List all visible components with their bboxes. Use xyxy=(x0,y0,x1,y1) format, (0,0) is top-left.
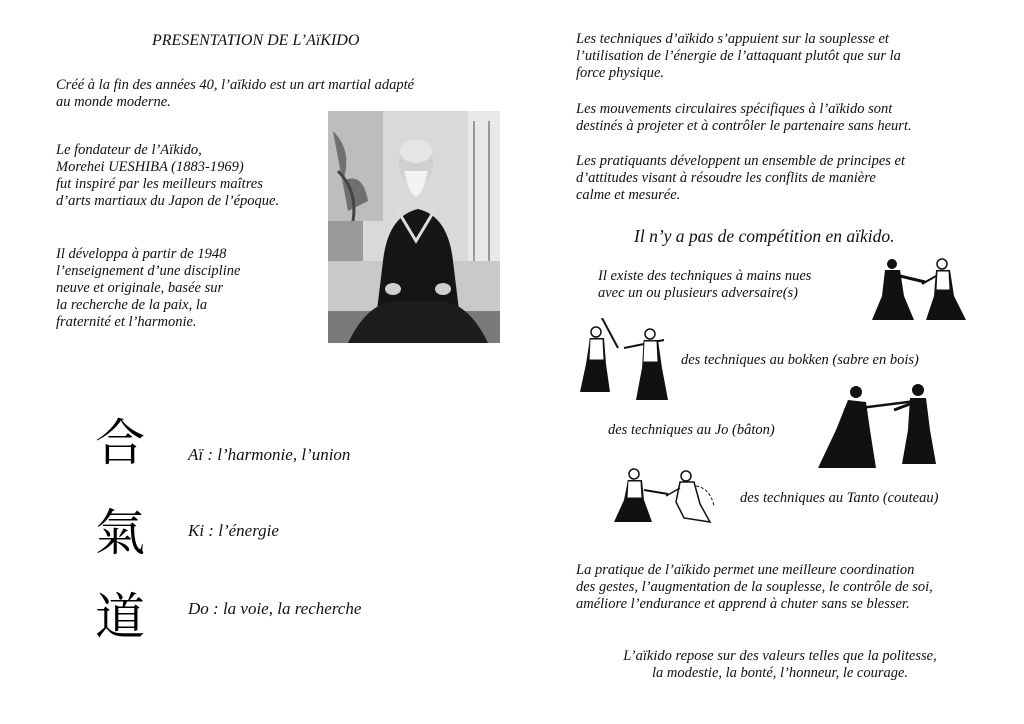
practice-benefits-paragraph: La pratique de l’aïkido permet une meilleure coordination des gestes, l’augmentation de la souplesse, le contrôle de soi, améliore l’endurance et apprend à chuter sans se blesser. xyxy=(576,562,933,612)
kanji-do: 道 xyxy=(95,588,145,646)
development-paragraph: Il développa à partir de 1948 l’enseignement d’une discipline neuve et originale, basée sur la recherche de la paix, la fraternité et l’harmonie. xyxy=(56,246,241,330)
principles-paragraph: Les techniques d’aïkido s’appuient sur la souplesse et l’utilisation de l’énergie de l’attaquant plutôt que sur la force physique. xyxy=(576,31,901,81)
technique-bokken: des techniques au bokken (sabre en bois) xyxy=(681,352,919,368)
kanji-ai-meaning: Aï : l’harmonie, l’union xyxy=(188,445,351,464)
technique-tanto: des techniques au Tanto (couteau) xyxy=(740,490,939,506)
intro-paragraph: Créé à la fin des années 40, l’aïkido est un art martial adapté au monde moderne. xyxy=(56,77,415,110)
values-paragraph: L’aïkido repose sur des valeurs telles que la politesse, la modestie, la bonté, l’honneur, le courage. xyxy=(623,648,937,681)
kanji-ki-meaning: Ki : l’énergie xyxy=(188,521,279,540)
technique-bare-hands: Il existe des techniques à mains nues avec un ou plusieurs adversaire(s) xyxy=(598,268,812,301)
bokken-illustration xyxy=(574,318,674,404)
founder-photo xyxy=(328,111,500,343)
attitudes-paragraph: Les pratiquants développent un ensemble de principes et d’attitudes visant à résoudre les conflits de manière calme et mesurée. xyxy=(576,153,906,203)
technique-jo: des techniques au Jo (bâton) xyxy=(608,422,775,438)
kanji-ki: 氣 xyxy=(95,504,145,562)
kanji-do-meaning: Do : la voie, la recherche xyxy=(188,599,362,618)
bare-hands-illustration xyxy=(870,256,970,322)
movements-paragraph: Les mouvements circulaires spécifiques à l’aïkido sont destinés à projeter et à contrôler le partenaire sans heurt. xyxy=(576,101,912,134)
founder-paragraph: Le fondateur de l’Aïkido, Morehei UESHIBA (1883-1969) fut inspiré par les meilleurs maîtres d’arts martiaux du Japon de l’époque. xyxy=(56,142,280,209)
page-title: PRESENTATION DE L’AïKIDO xyxy=(152,32,360,49)
jo-illustration xyxy=(814,380,944,470)
no-competition-heading: Il n’y a pas de compétition en aïkido. xyxy=(634,226,895,246)
kanji-ai: 合 xyxy=(95,414,145,472)
tanto-illustration xyxy=(610,466,720,524)
